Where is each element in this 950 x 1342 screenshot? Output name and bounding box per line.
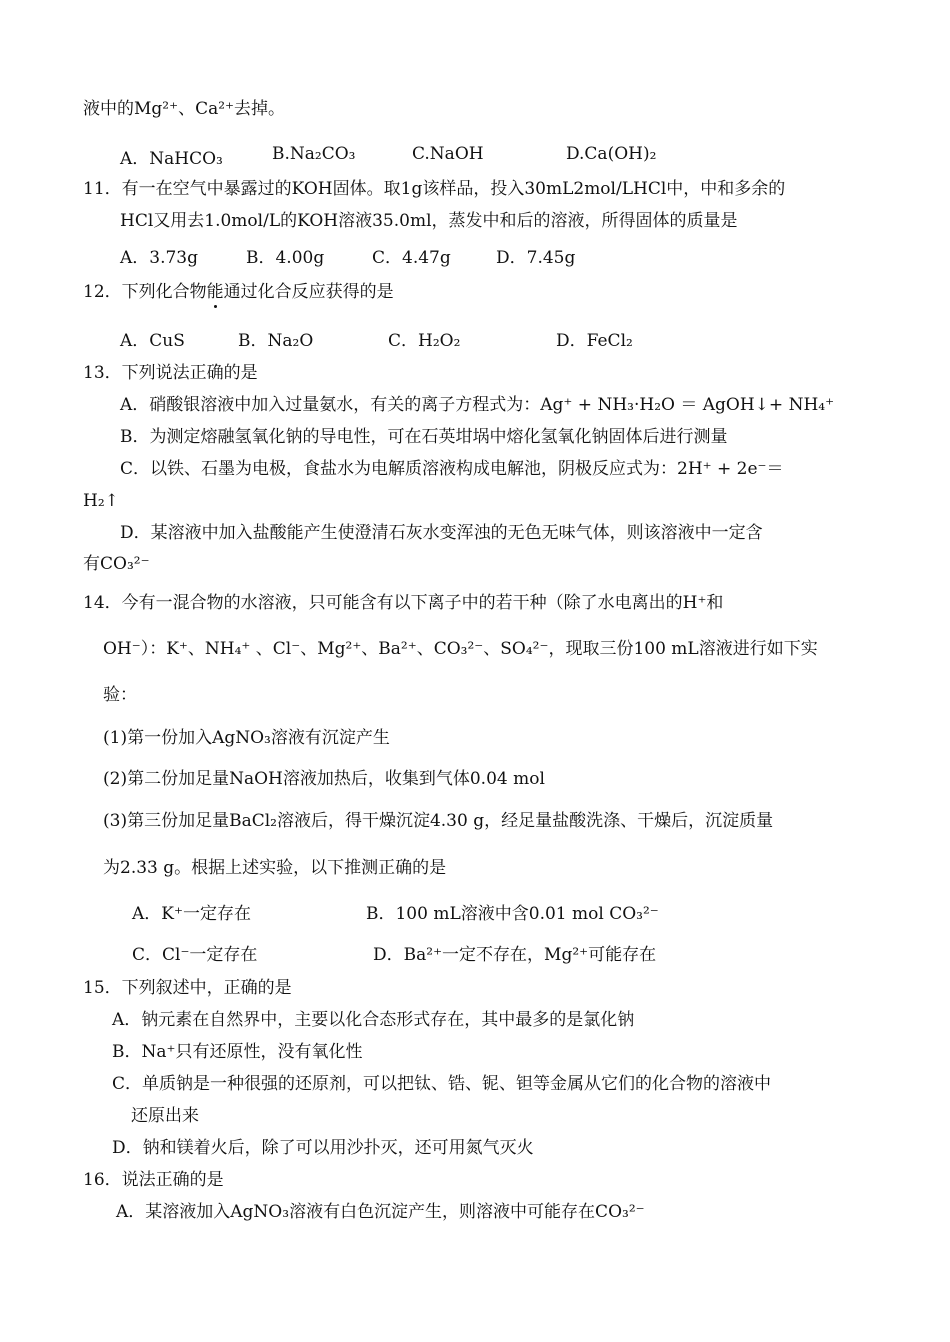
- q14-stem-line2: OH⁻）：K⁺、NH₄⁺ 、Cl⁻、Mg²⁺、Ba²⁺、CO₃²⁻、SO₄²⁻，现取三份100 mL溶液进行如下实: [103, 639, 818, 659]
- q10-option-d[interactable]: D.Ca(OH)₂: [566, 144, 657, 164]
- q12-option-a[interactable]: A．CuS: [120, 331, 185, 351]
- q13-option-d-line1[interactable]: D．某溶液中加入盐酸能产生使澄清石灰水变浑浊的无色无味气体，则该溶液中一定含: [120, 523, 763, 543]
- q11-stem-line2: HCl又用去1.0mol/L的KOH溶液35.0ml，蒸发中和后的溶液，所得固体的质量是: [120, 211, 738, 231]
- q12-stem-prefix: 12．下列化合物: [83, 282, 207, 302]
- q15-option-d[interactable]: D．钠和镁着火后，除了可以用沙扑灭，还可用氮气灭火: [112, 1138, 534, 1158]
- q16-stem: 16．说法正确的是: [83, 1170, 224, 1190]
- q13-option-b[interactable]: B．为测定熔融氢氧化钠的导电性，可在石英坩埚中熔化氢氧化钠固体后进行测量: [120, 427, 728, 447]
- q14-option-d[interactable]: D．Ba²⁺一定不存在，Mg²⁺可能存在: [373, 945, 657, 965]
- q11-stem-line1: 11．有一在空气中暴露过的KOH固体。取1g该样品，投入30mL2mol/LHCl中，中和多余的: [83, 179, 786, 199]
- q11-option-b[interactable]: B．4.00g: [246, 248, 325, 268]
- q13-option-c-line1[interactable]: C．以铁、石墨为电极，食盐水为电解质溶液构成电解池，阴极反应式为：2H⁺ + 2e⁻＝: [120, 459, 784, 479]
- q14-experiment-3-line1: (3)第三份加足量BaCl₂溶液后，得干燥沉淀4.30 g，经足量盐酸洗涤、干燥后，沉淀质量: [103, 811, 774, 831]
- q13-option-a[interactable]: A．硝酸银溶液中加入过量氨水，有关的离子方程式为：Ag⁺ + NH₃·H₂O ＝ AgOH↓+ NH₄⁺: [120, 395, 835, 415]
- q14-experiment-2: (2)第二份加足量NaOH溶液加热后，收集到气体0.04 mol: [103, 769, 545, 789]
- q13-option-d-line2: 有CO₃²⁻: [83, 554, 150, 574]
- q13-option-c-line2: H₂↑: [83, 491, 119, 511]
- q12-option-c[interactable]: C．H₂O₂: [388, 331, 461, 351]
- q14-stem-line1: 14．今有一混合物的水溶液，只可能含有以下离子中的若干种（除了水电离出的H⁺和: [83, 593, 724, 613]
- q15-stem: 15．下列叙述中，正确的是: [83, 978, 292, 998]
- q14-option-c[interactable]: C．Cl⁻一定存在: [132, 945, 258, 965]
- q12-option-b[interactable]: B．Na₂O: [238, 331, 314, 351]
- q15-option-c-line2: 还原出来: [131, 1106, 199, 1126]
- q13-stem: 13．下列说法正确的是: [83, 363, 258, 383]
- q12-stem-suffix: 通过化合反应获得的是: [223, 282, 394, 302]
- q14-experiment-1: (1)第一份加入AgNO₃溶液有沉淀产生: [103, 728, 390, 748]
- q11-option-c[interactable]: C．4.47g: [372, 248, 451, 268]
- q14-stem-line3: 验：: [103, 685, 137, 705]
- q14-option-b[interactable]: B．100 mL溶液中含0.01 mol CO₃²⁻: [366, 904, 659, 924]
- q10-option-a[interactable]: A．NaHCO₃: [120, 149, 223, 169]
- q14-option-a[interactable]: A．K⁺一定存在: [132, 904, 251, 924]
- q12-option-d[interactable]: D．FeCl₂: [556, 331, 633, 351]
- intro-line: 液中的Mg²⁺、Ca²⁺去掉。: [83, 99, 286, 119]
- q12-stem-emphasis: 能: [206, 282, 224, 302]
- q10-option-b[interactable]: B.Na₂CO₃: [272, 144, 356, 164]
- q16-option-a[interactable]: A．某溶液加入AgNO₃溶液有白色沉淀产生，则溶液中可能存在CO₃²⁻: [116, 1202, 645, 1222]
- q15-option-b[interactable]: B．Na⁺只有还原性，没有氧化性: [112, 1042, 363, 1062]
- q10-option-c[interactable]: C.NaOH: [412, 144, 484, 164]
- q12-stem: [83, 281, 394, 303]
- q15-option-c-line1[interactable]: C．单质钠是一种很强的还原剂，可以把钛、锆、铌、钽等金属从它们的化合物的溶液中: [112, 1074, 772, 1094]
- q11-option-d[interactable]: D．7.45g: [496, 248, 576, 268]
- q14-experiment-3-line2: 为2.33 g。根据上述实验，以下推测正确的是: [103, 858, 447, 878]
- q11-option-a[interactable]: A．3.73g: [120, 248, 199, 268]
- q15-option-a[interactable]: A．钠元素在自然界中，主要以化合态形式存在，其中最多的是氯化钠: [112, 1010, 635, 1030]
